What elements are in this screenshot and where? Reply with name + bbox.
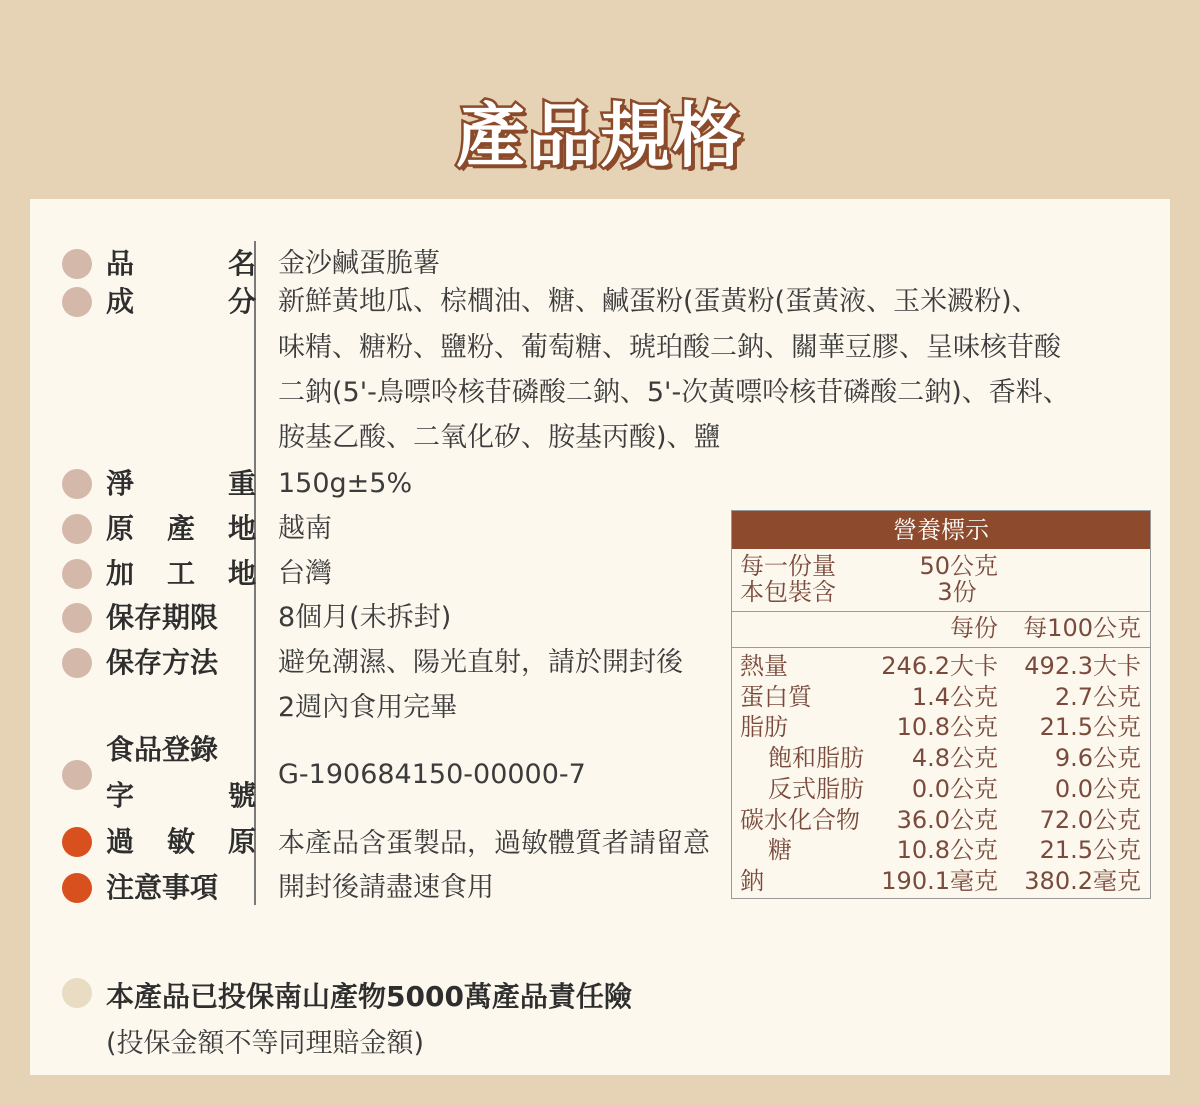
spec-label: 保存方法 [106, 646, 219, 679]
label-char: 地 [227, 512, 256, 545]
spec-label [106, 469, 256, 499]
bullet-dot [62, 603, 92, 633]
spec-value: 150g±5% [278, 468, 413, 499]
bullet-dot [62, 978, 92, 1008]
package-label: 本包裝含 [740, 578, 836, 606]
spec-label [106, 514, 256, 544]
spec-card [30, 199, 1170, 1075]
nutrient-name: 脂肪 [740, 713, 788, 742]
insurance-subnote: (投保金額不等同理賠金額) [106, 1028, 425, 1059]
column-header: 每100公克 [1023, 614, 1141, 642]
label-char: 名 [227, 247, 256, 280]
label-char: 敏 [166, 825, 195, 858]
serving-value: 50公克 [919, 552, 998, 580]
label-char: 工 [166, 557, 195, 590]
nutrient-name: 碳水化合物 [740, 805, 860, 834]
label-char: 號 [227, 779, 256, 812]
spec-value: 8個月(未拆封) [278, 602, 452, 633]
ingredients-line: 二鈉(5'-鳥嘌呤核苷磷酸二鈉、5'-次黃嘌呤核苷磷酸二鈉)、香料、 [278, 377, 1070, 408]
label-char: 原 [227, 825, 256, 858]
storage-line: 避免潮濕、陽光直射，請於開封後 [278, 647, 683, 678]
bullet-dot [62, 760, 92, 790]
spec-label [106, 249, 256, 279]
bullet-dot [62, 249, 92, 279]
label-char: 成 [106, 285, 135, 318]
nutrient-per-100g: 492.3大卡 [1024, 652, 1141, 680]
nutrient-per-100g: 21.5公克 [1039, 713, 1141, 742]
package-value: 3份 [937, 578, 977, 606]
spec-label [106, 827, 256, 857]
label-char: 淨 [106, 467, 135, 500]
label-char: 分 [227, 285, 256, 318]
spec-label: 食品登錄 [106, 733, 219, 766]
nutrient-per-serving: 4.8公克 [911, 744, 998, 773]
page-title: 產品規格 [456, 95, 744, 177]
label-char: 字 [106, 779, 135, 812]
nutrient-name: 蛋白質 [740, 682, 812, 711]
bullet-dot [62, 514, 92, 544]
nutrient-per-serving: 190.1毫克 [881, 866, 998, 895]
label-char: 加 [106, 557, 135, 590]
spec-label: 保存期限 [106, 601, 219, 634]
label-char: 地 [227, 557, 256, 590]
column-header: 每份 [950, 614, 998, 642]
bullet-dot [62, 469, 92, 499]
nutrient-name: 熱量 [740, 652, 788, 680]
spec-value: 開封後請盡速食用 [278, 872, 494, 903]
nutrition-table [731, 510, 1151, 899]
spec-value: G-190684150-00000-7 [278, 759, 586, 790]
nutrient-per-100g: 380.2毫克 [1024, 866, 1141, 895]
label-char: 重 [227, 467, 256, 500]
label-char: 原 [106, 512, 135, 545]
ingredients-line: 胺基乙酸、二氧化矽、胺基丙酸)、鹽 [278, 422, 721, 453]
nutrient-name: 飽和脂肪 [768, 744, 864, 773]
bullet-dot [62, 287, 92, 317]
spec-value: 越南 [278, 513, 332, 544]
nutrient-per-serving: 36.0公克 [896, 805, 998, 834]
nutrient-per-100g: 0.0公克 [1054, 774, 1141, 803]
nutrient-per-100g: 2.7公克 [1054, 682, 1141, 711]
nutrient-per-100g: 21.5公克 [1039, 836, 1141, 865]
nutrient-per-serving: 1.4公克 [911, 682, 998, 711]
table-divider [732, 611, 1150, 612]
label-char: 過 [106, 825, 135, 858]
insurance-note: 本產品已投保南山產物5000萬產品責任險 [106, 980, 632, 1013]
ingredients-line: 新鮮黃地瓜、棕櫚油、糖、鹹蛋粉(蛋黃粉(蛋黃液、玉米澱粉)、 [278, 286, 1039, 317]
nutrition-header: 營養標示 [732, 511, 1150, 549]
spec-label [106, 287, 256, 317]
serving-label: 每一份量 [740, 552, 836, 580]
label-char: 品 [106, 247, 135, 280]
nutrient-per-serving: 10.8公克 [896, 713, 998, 742]
nutrient-name: 鈉 [740, 866, 764, 895]
spec-value: 台灣 [278, 558, 332, 589]
table-divider [732, 647, 1150, 648]
alert-dot [62, 827, 92, 857]
spec-label: 注意事項 [106, 871, 219, 904]
nutrient-per-100g: 9.6公克 [1054, 744, 1141, 773]
nutrient-per-serving: 0.0公克 [911, 774, 998, 803]
nutrient-per-serving: 10.8公克 [896, 836, 998, 865]
ingredients-line: 味精、糖粉、鹽粉、葡萄糖、琥珀酸二鈉、關華豆膠、呈味核苷酸 [278, 332, 1061, 363]
spec-label [106, 559, 256, 589]
nutrient-per-100g: 72.0公克 [1039, 805, 1141, 834]
bullet-dot [62, 648, 92, 678]
spec-value: 金沙鹹蛋脆薯 [278, 248, 440, 279]
nutrient-per-serving: 246.2大卡 [881, 652, 998, 680]
spec-value: 本產品含蛋製品，過敏體質者請留意 [278, 828, 710, 859]
storage-line: 2週內食用完畢 [278, 692, 458, 723]
alert-dot [62, 873, 92, 903]
bullet-dot [62, 559, 92, 589]
label-char: 產 [166, 512, 195, 545]
nutrient-name: 糖 [768, 836, 792, 865]
nutrient-name: 反式脂肪 [768, 774, 864, 803]
spec-label [106, 781, 256, 811]
